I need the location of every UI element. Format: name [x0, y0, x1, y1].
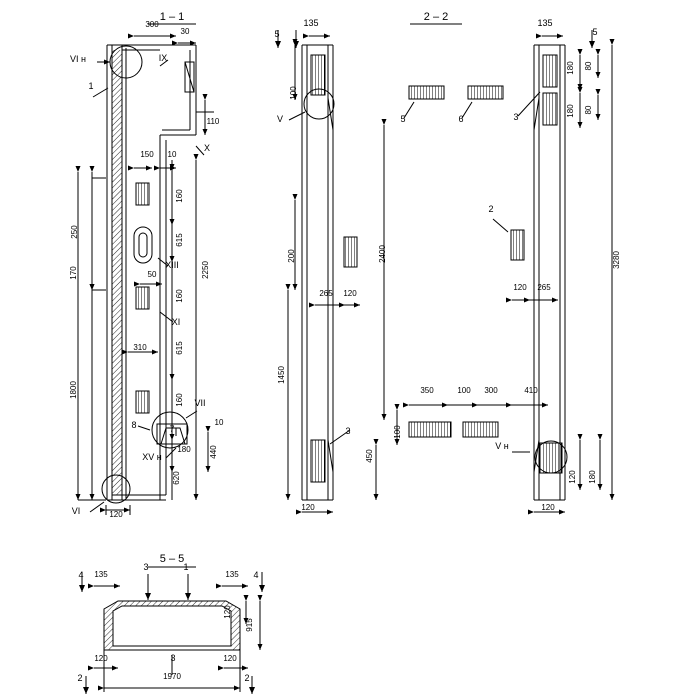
- m2-135b: 135: [537, 18, 553, 28]
- d2-120d: 120: [301, 503, 315, 512]
- m2-num5: 5: [400, 114, 406, 124]
- m5-1: 1: [183, 562, 189, 572]
- d-170: 170: [69, 266, 78, 280]
- d2-410: 410: [524, 386, 538, 395]
- m-xiii: XIII: [165, 260, 179, 270]
- d-180: 180: [177, 445, 191, 454]
- m2-vh: V н: [495, 441, 509, 451]
- m-vi: VI: [71, 506, 81, 516]
- m-vii: VII: [194, 398, 206, 408]
- d2-80a: 80: [584, 61, 593, 71]
- d5-135b: 135: [225, 570, 239, 579]
- d-310: 310: [133, 343, 147, 352]
- m-vi-h: VI н: [70, 54, 86, 64]
- m-ix: IX: [158, 53, 168, 63]
- d2-100a: 100: [289, 86, 298, 100]
- d2-3280: 3280: [612, 251, 621, 269]
- d-10a: 10: [167, 150, 177, 159]
- d-250: 250: [70, 225, 79, 239]
- view-2-2-geometry: [278, 24, 612, 512]
- d2-200: 200: [287, 249, 296, 263]
- m5-2a: 2: [77, 673, 83, 683]
- m2-5a: 5: [274, 29, 280, 39]
- d5-120c: 120: [223, 654, 237, 663]
- view-2-2-title: 2 – 2: [423, 11, 449, 23]
- m2-num6: 6: [458, 114, 464, 124]
- view-1-1-geometry: [78, 24, 214, 515]
- view-1-1-title: 1 – 1: [159, 11, 185, 23]
- d-300: 300: [145, 20, 159, 29]
- d2-2400: 2400: [378, 245, 387, 263]
- d-615b: 615: [175, 341, 184, 355]
- d2-80b: 80: [584, 105, 593, 115]
- m-xvh: XV н: [142, 452, 162, 462]
- d2-300: 300: [484, 386, 498, 395]
- m-num1: 1: [88, 81, 94, 91]
- m-x: X: [203, 143, 211, 153]
- m2-135a: 135: [303, 18, 319, 28]
- d5-1970: 1970: [163, 672, 181, 681]
- d-160c: 160: [175, 393, 184, 407]
- d-1800: 1800: [69, 381, 78, 399]
- d-110: 110: [206, 117, 220, 126]
- m5-2b: 2: [244, 673, 250, 683]
- d2-100c: 100: [393, 425, 402, 439]
- d5-120b: 120: [94, 654, 108, 663]
- d-615a: 615: [175, 233, 184, 247]
- d-150: 150: [140, 150, 154, 159]
- d2-180a: 180: [566, 61, 575, 75]
- m5-3b: 3: [170, 653, 176, 663]
- m5-3a: 3: [143, 562, 149, 572]
- d2-265b: 265: [537, 283, 551, 292]
- m2-num3a: 3: [513, 112, 519, 122]
- d-620: 620: [172, 471, 181, 485]
- d-10b: 10: [214, 418, 224, 427]
- d2-120b: 120: [513, 283, 527, 292]
- view-5-5-title: 5 – 5: [159, 553, 185, 565]
- m2-5b: 5: [592, 27, 598, 37]
- m2-num3b: 3: [345, 426, 351, 436]
- d-2250: 2250: [201, 261, 210, 279]
- d5-120a: 120: [223, 605, 232, 619]
- d2-180b: 180: [566, 104, 575, 118]
- d2-1450: 1450: [277, 366, 286, 384]
- d-440: 440: [209, 445, 218, 459]
- d2-120c: 120: [568, 470, 577, 484]
- d-160a: 160: [175, 189, 184, 203]
- d2-120a: 120: [343, 289, 357, 298]
- d2-180c: 180: [588, 470, 597, 484]
- m5-4a: 4: [78, 570, 84, 580]
- d-50: 50: [147, 270, 157, 279]
- d-160b: 160: [175, 289, 184, 303]
- m5-4b: 4: [253, 570, 259, 580]
- d2-100b: 100: [457, 386, 471, 395]
- d-30: 30: [180, 27, 190, 36]
- m-xi: XI: [171, 317, 181, 327]
- d5-135a: 135: [94, 570, 108, 579]
- d2-450: 450: [365, 449, 374, 463]
- d2-120e: 120: [541, 503, 555, 512]
- view-5-5-dimensions: [94, 570, 254, 681]
- d2-350: 350: [420, 386, 434, 395]
- d2-265a: 265: [319, 289, 333, 298]
- m2-num2: 2: [488, 204, 494, 214]
- m-num7: 7: [169, 424, 175, 434]
- m2-v: V: [276, 114, 284, 124]
- d5-915: 915: [245, 618, 254, 632]
- m-num8: 8: [131, 420, 137, 430]
- d-120a: 120: [109, 510, 123, 519]
